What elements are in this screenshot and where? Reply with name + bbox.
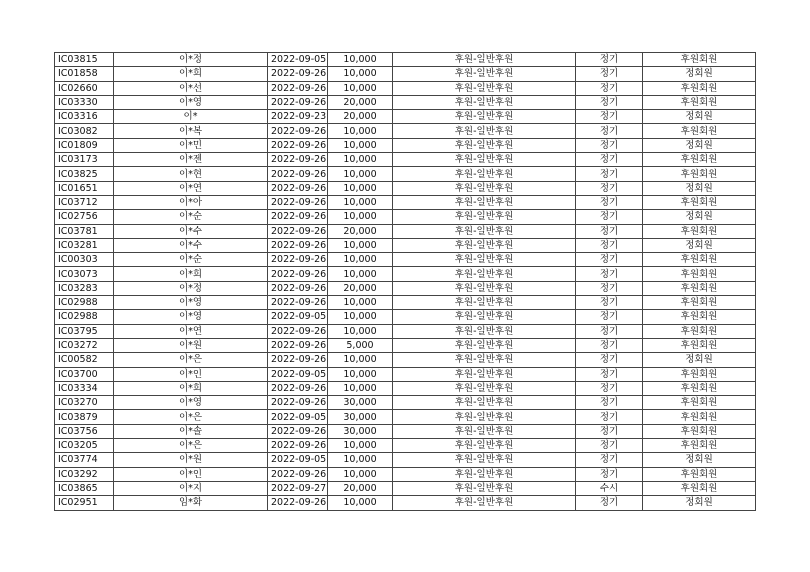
member-type-cell: 후원회원 <box>643 224 756 238</box>
donor-name-cell: 이*연 <box>114 324 268 338</box>
donation-date-cell: 2022-09-26 <box>268 81 328 95</box>
donor-name-cell: 이*젠 <box>114 153 268 167</box>
donation-type-cell: 후원-일반후원 <box>393 396 576 410</box>
donation-cycle-cell: 정기 <box>576 124 643 138</box>
member-type-cell: 후원회원 <box>643 381 756 395</box>
donor-id-cell: IC01809 <box>55 138 114 152</box>
table-row <box>55 67 756 81</box>
donor-id-cell: IC02660 <box>55 81 114 95</box>
donor-id-cell: IC02988 <box>55 296 114 310</box>
donation-amount-cell: 10,000 <box>328 467 393 481</box>
donation-type-cell: 후원-일반후원 <box>393 210 576 224</box>
member-type-cell: 정회원 <box>643 453 756 467</box>
donation-amount-cell: 5,000 <box>328 338 393 352</box>
donor-id-cell: IC03865 <box>55 481 114 495</box>
donation-cycle-cell: 정기 <box>576 110 643 124</box>
member-type-cell: 후원회원 <box>643 153 756 167</box>
donation-amount-cell: 20,000 <box>328 110 393 124</box>
table-row <box>55 81 756 95</box>
donation-cycle-cell: 수시 <box>576 481 643 495</box>
table-row <box>55 396 756 410</box>
donor-name-cell: 이*은 <box>114 353 268 367</box>
table-row <box>55 153 756 167</box>
table-row <box>55 253 756 267</box>
donor-name-cell: 이*희 <box>114 381 268 395</box>
donation-cycle-cell: 정기 <box>576 396 643 410</box>
donation-cycle-cell: 정기 <box>576 253 643 267</box>
donation-amount-cell: 30,000 <box>328 410 393 424</box>
donor-name-cell: 이*영 <box>114 296 268 310</box>
donation-amount-cell: 20,000 <box>328 281 393 295</box>
donation-amount-cell: 10,000 <box>328 153 393 167</box>
donor-name-cell: 이* <box>114 110 268 124</box>
member-type-cell: 후원회원 <box>643 296 756 310</box>
donor-name-cell: 이*희 <box>114 67 268 81</box>
donation-cycle-cell: 정기 <box>576 153 643 167</box>
donation-amount-cell: 10,000 <box>328 67 393 81</box>
donation-type-cell: 후원-일반후원 <box>393 424 576 438</box>
donor-id-cell: IC03283 <box>55 281 114 295</box>
donation-date-cell: 2022-09-26 <box>268 381 328 395</box>
donor-name-cell: 이*은 <box>114 439 268 453</box>
donation-date-cell: 2022-09-26 <box>268 238 328 252</box>
donation-date-cell: 2022-09-26 <box>268 324 328 338</box>
donor-id-cell: IC00303 <box>55 253 114 267</box>
table-row <box>55 53 756 67</box>
donation-date-cell: 2022-09-26 <box>268 167 328 181</box>
donation-type-cell: 후원-일반후원 <box>393 281 576 295</box>
donation-date-cell: 2022-09-26 <box>268 253 328 267</box>
donation-date-cell: 2022-09-26 <box>268 67 328 81</box>
donor-name-cell: 이*인 <box>114 467 268 481</box>
table-row <box>55 324 756 338</box>
donation-date-cell: 2022-09-05 <box>268 453 328 467</box>
table-row <box>55 124 756 138</box>
donor-id-cell: IC03815 <box>55 53 114 67</box>
member-type-cell: 정회원 <box>643 181 756 195</box>
donation-date-cell: 2022-09-26 <box>268 439 328 453</box>
table-row <box>55 424 756 438</box>
donation-cycle-cell: 정기 <box>576 410 643 424</box>
donor-name-cell: 이*순 <box>114 210 268 224</box>
donor-name-cell: 이*지 <box>114 481 268 495</box>
donor-id-cell: IC03173 <box>55 153 114 167</box>
donation-date-cell: 2022-09-23 <box>268 110 328 124</box>
donation-date-cell: 2022-09-26 <box>268 181 328 195</box>
donation-amount-cell: 10,000 <box>328 267 393 281</box>
donation-type-cell: 후원-일반후원 <box>393 324 576 338</box>
member-type-cell: 정회원 <box>643 138 756 152</box>
donation-amount-cell: 10,000 <box>328 496 393 510</box>
donor-id-cell: IC03205 <box>55 439 114 453</box>
donor-name-cell: 이*원 <box>114 453 268 467</box>
donation-cycle-cell: 정기 <box>576 53 643 67</box>
table-row <box>55 267 756 281</box>
member-type-cell: 후원회원 <box>643 481 756 495</box>
donation-date-cell: 2022-09-26 <box>268 95 328 109</box>
donation-date-cell: 2022-09-26 <box>268 210 328 224</box>
donation-cycle-cell: 정기 <box>576 95 643 109</box>
donation-amount-cell: 10,000 <box>328 181 393 195</box>
donation-date-cell: 2022-09-05 <box>268 410 328 424</box>
donation-type-cell: 후원-일반후원 <box>393 367 576 381</box>
donor-id-cell: IC03795 <box>55 324 114 338</box>
donor-name-cell: 이*연 <box>114 181 268 195</box>
donor-id-cell: IC03270 <box>55 396 114 410</box>
donation-type-cell: 후원-일반후원 <box>393 381 576 395</box>
donation-amount-cell: 10,000 <box>328 124 393 138</box>
donation-cycle-cell: 정기 <box>576 439 643 453</box>
table-row <box>55 496 756 510</box>
donor-name-cell: 이*영 <box>114 95 268 109</box>
donation-date-cell: 2022-09-26 <box>268 338 328 352</box>
donation-type-cell: 후원-일반후원 <box>393 167 576 181</box>
table-row <box>55 167 756 181</box>
member-type-cell: 후원회원 <box>643 324 756 338</box>
donation-amount-cell: 10,000 <box>328 353 393 367</box>
donation-amount-cell: 20,000 <box>328 95 393 109</box>
donation-cycle-cell: 정기 <box>576 238 643 252</box>
donation-date-cell: 2022-09-05 <box>268 310 328 324</box>
donation-amount-cell: 30,000 <box>328 424 393 438</box>
table-row <box>55 338 756 352</box>
donation-date-cell: 2022-09-27 <box>268 481 328 495</box>
table-row <box>55 95 756 109</box>
table-row <box>55 110 756 124</box>
donor-id-cell: IC02756 <box>55 210 114 224</box>
donation-amount-cell: 10,000 <box>328 138 393 152</box>
member-type-cell: 후원회원 <box>643 310 756 324</box>
donation-date-cell: 2022-09-05 <box>268 53 328 67</box>
table-row <box>55 296 756 310</box>
donation-amount-cell: 10,000 <box>328 253 393 267</box>
donor-name-cell: 이*정 <box>114 281 268 295</box>
donor-name-cell: 임*화 <box>114 496 268 510</box>
donation-type-cell: 후원-일반후원 <box>393 296 576 310</box>
member-type-cell: 후원회원 <box>643 53 756 67</box>
donation-date-cell: 2022-09-26 <box>268 296 328 310</box>
donation-cycle-cell: 정기 <box>576 381 643 395</box>
donation-amount-cell: 10,000 <box>328 53 393 67</box>
donation-date-cell: 2022-09-26 <box>268 353 328 367</box>
donor-id-cell: IC03292 <box>55 467 114 481</box>
table-row <box>55 367 756 381</box>
donor-name-cell: 이*희 <box>114 267 268 281</box>
donor-name-cell: 이*정 <box>114 53 268 67</box>
donation-type-cell: 후원-일반후원 <box>393 153 576 167</box>
donation-amount-cell: 10,000 <box>328 367 393 381</box>
donor-id-cell: IC03825 <box>55 167 114 181</box>
donor-id-cell: IC03879 <box>55 410 114 424</box>
member-type-cell: 후원회원 <box>643 467 756 481</box>
member-type-cell: 정회원 <box>643 67 756 81</box>
donation-cycle-cell: 정기 <box>576 453 643 467</box>
donor-id-cell: IC01858 <box>55 67 114 81</box>
donation-cycle-cell: 정기 <box>576 496 643 510</box>
member-type-cell: 후원회원 <box>643 253 756 267</box>
donation-date-cell: 2022-09-26 <box>268 281 328 295</box>
donation-cycle-cell: 정기 <box>576 181 643 195</box>
table-row <box>55 353 756 367</box>
donation-date-cell: 2022-09-26 <box>268 467 328 481</box>
donation-amount-cell: 10,000 <box>328 167 393 181</box>
table-row <box>55 467 756 481</box>
donor-name-cell: 이*솔 <box>114 424 268 438</box>
donation-amount-cell: 20,000 <box>328 224 393 238</box>
donor-name-cell: 이*수 <box>114 224 268 238</box>
donation-amount-cell: 10,000 <box>328 439 393 453</box>
donation-amount-cell: 10,000 <box>328 195 393 209</box>
member-type-cell: 정회원 <box>643 110 756 124</box>
donor-name-cell: 이*아 <box>114 195 268 209</box>
donation-cycle-cell: 정기 <box>576 195 643 209</box>
donor-name-cell: 이*영 <box>114 396 268 410</box>
donation-cycle-cell: 정기 <box>576 353 643 367</box>
member-type-cell: 후원회원 <box>643 81 756 95</box>
donation-type-cell: 후원-일반후원 <box>393 224 576 238</box>
table-row <box>55 481 756 495</box>
donation-amount-cell: 20,000 <box>328 481 393 495</box>
donation-type-cell: 후원-일반후원 <box>393 124 576 138</box>
donation-cycle-cell: 정기 <box>576 467 643 481</box>
table-row <box>55 310 756 324</box>
donor-name-cell: 이*현 <box>114 167 268 181</box>
donation-cycle-cell: 정기 <box>576 310 643 324</box>
donation-cycle-cell: 정기 <box>576 210 643 224</box>
donation-cycle-cell: 정기 <box>576 224 643 238</box>
donor-name-cell: 이*순 <box>114 253 268 267</box>
member-type-cell: 후원회원 <box>643 281 756 295</box>
donation-date-cell: 2022-09-26 <box>268 153 328 167</box>
donor-id-cell: IC03082 <box>55 124 114 138</box>
donation-cycle-cell: 정기 <box>576 67 643 81</box>
donor-name-cell: 이*복 <box>114 124 268 138</box>
donation-cycle-cell: 정기 <box>576 138 643 152</box>
donor-id-cell: IC03781 <box>55 224 114 238</box>
donation-cycle-cell: 정기 <box>576 367 643 381</box>
donor-name-cell: 이*인 <box>114 367 268 381</box>
donation-amount-cell: 10,000 <box>328 381 393 395</box>
donation-cycle-cell: 정기 <box>576 324 643 338</box>
donation-date-cell: 2022-09-26 <box>268 267 328 281</box>
donation-type-cell: 후원-일반후원 <box>393 253 576 267</box>
donation-type-cell: 후원-일반후원 <box>393 467 576 481</box>
donation-type-cell: 후원-일반후원 <box>393 138 576 152</box>
donor-id-cell: IC03712 <box>55 195 114 209</box>
donation-table <box>54 52 756 511</box>
table-row <box>55 281 756 295</box>
donation-type-cell: 후원-일반후원 <box>393 453 576 467</box>
member-type-cell: 후원회원 <box>643 124 756 138</box>
donation-type-cell: 후원-일반후원 <box>393 439 576 453</box>
donation-type-cell: 후원-일반후원 <box>393 267 576 281</box>
donation-date-cell: 2022-09-26 <box>268 424 328 438</box>
donation-date-cell: 2022-09-26 <box>268 396 328 410</box>
member-type-cell: 후원회원 <box>643 95 756 109</box>
donation-amount-cell: 10,000 <box>328 238 393 252</box>
donation-type-cell: 후원-일반후원 <box>393 353 576 367</box>
table-row <box>55 381 756 395</box>
donor-id-cell: IC03281 <box>55 238 114 252</box>
donor-id-cell: IC02951 <box>55 496 114 510</box>
donation-cycle-cell: 정기 <box>576 267 643 281</box>
donor-id-cell: IC03774 <box>55 453 114 467</box>
donation-amount-cell: 10,000 <box>328 310 393 324</box>
donor-id-cell: IC01651 <box>55 181 114 195</box>
donation-cycle-cell: 정기 <box>576 81 643 95</box>
donation-date-cell: 2022-09-05 <box>268 367 328 381</box>
donor-id-cell: IC03272 <box>55 338 114 352</box>
donation-amount-cell: 10,000 <box>328 210 393 224</box>
table-row <box>55 181 756 195</box>
member-type-cell: 후원회원 <box>643 410 756 424</box>
member-type-cell: 후원회원 <box>643 167 756 181</box>
member-type-cell: 후원회원 <box>643 338 756 352</box>
donor-id-cell: IC03316 <box>55 110 114 124</box>
donation-type-cell: 후원-일반후원 <box>393 496 576 510</box>
donation-amount-cell: 10,000 <box>328 296 393 310</box>
donor-id-cell: IC03756 <box>55 424 114 438</box>
member-type-cell: 후원회원 <box>643 367 756 381</box>
table-body <box>55 53 756 511</box>
donation-cycle-cell: 정기 <box>576 281 643 295</box>
donation-type-cell: 후원-일반후원 <box>393 67 576 81</box>
member-type-cell: 후원회원 <box>643 396 756 410</box>
donation-type-cell: 후원-일반후원 <box>393 181 576 195</box>
donation-type-cell: 후원-일반후원 <box>393 81 576 95</box>
donor-id-cell: IC03330 <box>55 95 114 109</box>
donation-amount-cell: 30,000 <box>328 396 393 410</box>
member-type-cell: 정회원 <box>643 353 756 367</box>
donor-name-cell: 이*수 <box>114 238 268 252</box>
member-type-cell: 후원회원 <box>643 424 756 438</box>
table-row <box>55 224 756 238</box>
donation-type-cell: 후원-일반후원 <box>393 53 576 67</box>
donation-date-cell: 2022-09-26 <box>268 124 328 138</box>
donation-date-cell: 2022-09-26 <box>268 195 328 209</box>
table-row <box>55 410 756 424</box>
member-type-cell: 후원회원 <box>643 195 756 209</box>
table-row <box>55 210 756 224</box>
donation-amount-cell: 10,000 <box>328 453 393 467</box>
donation-cycle-cell: 정기 <box>576 424 643 438</box>
donor-id-cell: IC03073 <box>55 267 114 281</box>
donation-type-cell: 후원-일반후원 <box>393 410 576 424</box>
donor-name-cell: 이*은 <box>114 410 268 424</box>
donation-date-cell: 2022-09-26 <box>268 224 328 238</box>
donation-type-cell: 후원-일반후원 <box>393 338 576 352</box>
member-type-cell: 정회원 <box>643 238 756 252</box>
donation-amount-cell: 10,000 <box>328 324 393 338</box>
donation-cycle-cell: 정기 <box>576 338 643 352</box>
donation-type-cell: 후원-일반후원 <box>393 95 576 109</box>
member-type-cell: 정회원 <box>643 496 756 510</box>
donor-id-cell: IC02988 <box>55 310 114 324</box>
table-row <box>55 238 756 252</box>
donation-type-cell: 후원-일반후원 <box>393 110 576 124</box>
donor-id-cell: IC00582 <box>55 353 114 367</box>
table-row <box>55 439 756 453</box>
donor-name-cell: 이*원 <box>114 338 268 352</box>
donor-name-cell: 이*민 <box>114 138 268 152</box>
donor-name-cell: 이*선 <box>114 81 268 95</box>
table-row <box>55 453 756 467</box>
donation-cycle-cell: 정기 <box>576 296 643 310</box>
donation-type-cell: 후원-일반후원 <box>393 195 576 209</box>
member-type-cell: 정회원 <box>643 210 756 224</box>
donation-cycle-cell: 정기 <box>576 167 643 181</box>
donor-id-cell: IC03334 <box>55 381 114 395</box>
donation-type-cell: 후원-일반후원 <box>393 481 576 495</box>
donation-date-cell: 2022-09-26 <box>268 496 328 510</box>
member-type-cell: 후원회원 <box>643 267 756 281</box>
member-type-cell: 후원회원 <box>643 439 756 453</box>
donor-id-cell: IC03700 <box>55 367 114 381</box>
table-row <box>55 195 756 209</box>
donation-date-cell: 2022-09-26 <box>268 138 328 152</box>
donation-amount-cell: 10,000 <box>328 81 393 95</box>
donation-type-cell: 후원-일반후원 <box>393 310 576 324</box>
donor-name-cell: 이*영 <box>114 310 268 324</box>
table-row <box>55 138 756 152</box>
donation-type-cell: 후원-일반후원 <box>393 238 576 252</box>
